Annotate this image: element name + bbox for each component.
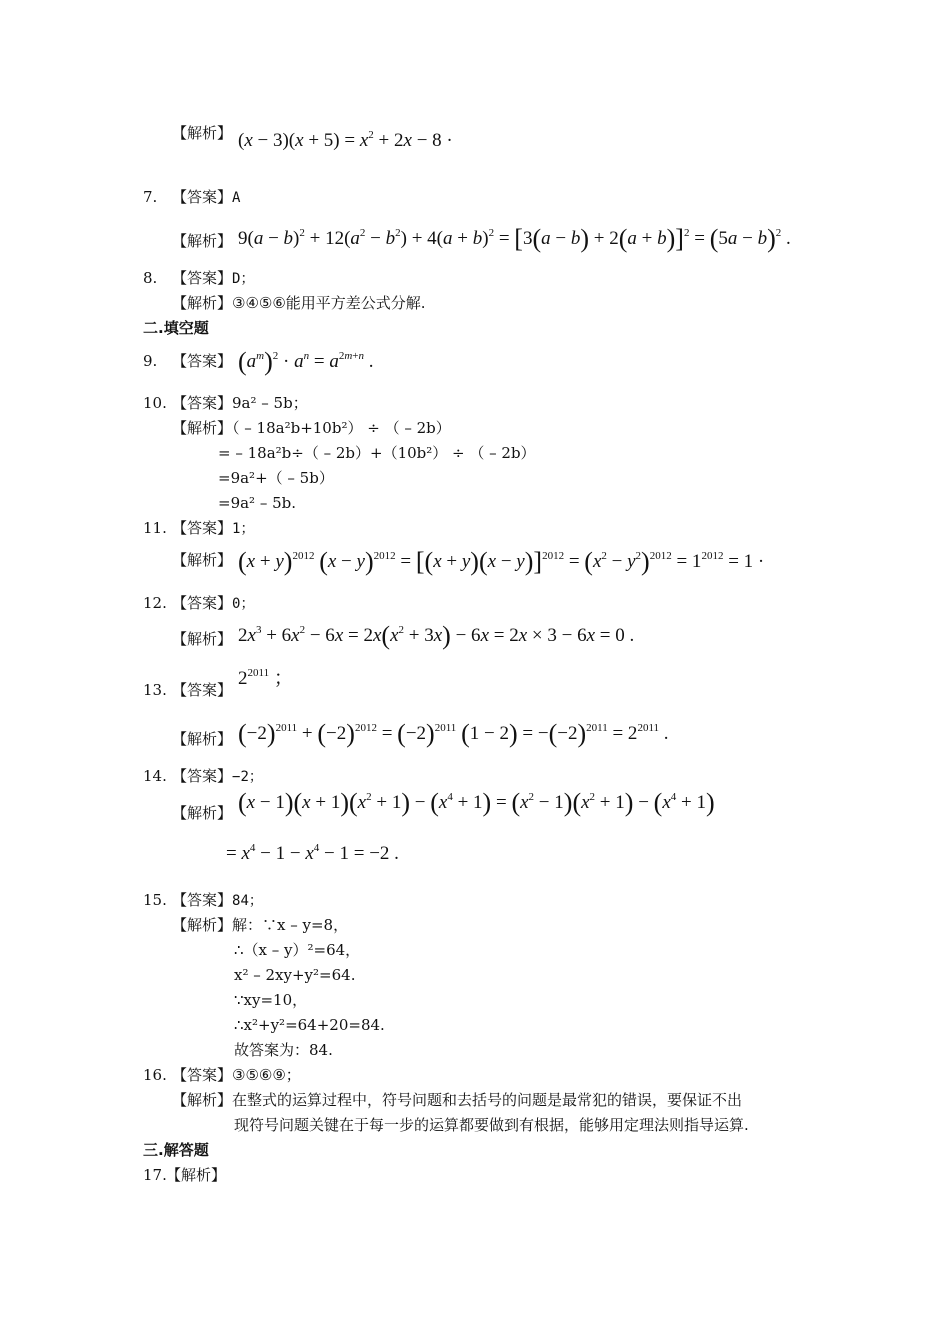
q13-number: 13. xyxy=(143,681,167,699)
q15-explain-1: 【解析】解：∵x – y=8， xyxy=(172,916,349,934)
q14-answer: 【答案】−2； xyxy=(172,767,263,785)
q10-answer: 【答案】9a² – 5b； xyxy=(172,394,308,412)
q13-math: $(-2)^{2011} + (-2)^{2012} = (-2)^{2011}$ $(1 - 2) = -(-2)^{2011} = 2^{2011}$ . xyxy=(238,719,669,748)
q10-explain-4: =9a² – 5b. xyxy=(218,494,297,512)
q13-answer-label: 【答案】 xyxy=(172,681,233,699)
q15-explain-5: ∴x²+y²=64+20=84. xyxy=(234,1016,385,1034)
q9-math: $(a^m)^2 \cdot a^n = a^{2m+n}$ . xyxy=(238,347,374,376)
q8-answer: 【答案】D； xyxy=(172,269,255,287)
q12-math: $2x^3 + 6x^2 - 6x = 2x(x^2 + 3x) - 6x = 2x \times 3 - 6x = 0$ . xyxy=(238,621,635,650)
q15-explain-4: ∵xy=10， xyxy=(234,991,308,1009)
q11-math: $(x + y)^{2012}$ $(x - y)^{2012} = [(x + y)(x - y)]^{2012} = (x^2 - y^2)^{2012} = 1^{2012} = 1$ · xyxy=(238,547,765,576)
q16-explain-1: 【解析】在整式的运算过程中，符号问题和去括号的问题是最常犯的错误，要保证不出 xyxy=(172,1091,743,1109)
section-fill-in: 二.填空题 xyxy=(143,319,209,337)
q8-explain: 【解析】③④⑤⑥能用平方差公式分解. xyxy=(172,294,426,312)
q7-answer: 【答案】A xyxy=(172,188,241,206)
q7-number: 7. xyxy=(143,188,158,206)
q14-math-1: $(x - 1)(x + 1)(x^2 + 1) - (x^4 + 1) = (x^2 - 1)(x^2 + 1) - (x^4 + 1)$ xyxy=(238,788,715,817)
q15-number: 15. xyxy=(143,891,167,909)
q17-explain-label: 【解析】 xyxy=(166,1166,227,1184)
q10-explain-2: = – 18a²b÷（ – 2b）+（10b²） ÷ （ – 2b） xyxy=(218,444,536,462)
q10-explain-3: =9a²+（ – 5b） xyxy=(218,469,334,487)
q17-number: 17. xyxy=(143,1166,167,1184)
q16-number: 16. xyxy=(143,1066,167,1084)
q11-answer: 【答案】1； xyxy=(172,519,255,537)
q15-answer: 【答案】84； xyxy=(172,891,263,909)
q12-answer: 【答案】0； xyxy=(172,594,255,612)
q13-answer-math: $2^{2011}$ ； xyxy=(238,667,293,689)
q14-number: 14. xyxy=(143,767,167,785)
q16-explain-2: 现符号问题关键在于每一步的运算都要做到有根据，能够用定理法则指导运算. xyxy=(234,1116,749,1134)
q6-explain-label: 【解析】 xyxy=(172,124,233,142)
q14-math-2: = $x^4 - 1 - x^4 - 1 = -2$ . xyxy=(226,842,399,864)
q15-explain-2: ∴（x – y）²=64， xyxy=(234,941,361,959)
q11-explain-label: 【解析】 xyxy=(172,551,233,569)
q15-explain-3: x² – 2xy+y²=64. xyxy=(234,966,356,984)
q10-explain-1: 【解析】（ – 18a²b+10b²） ÷ （ – 2b） xyxy=(172,419,451,437)
q12-number: 12. xyxy=(143,594,167,612)
q8-number: 8. xyxy=(143,269,158,287)
q13-explain-label: 【解析】 xyxy=(172,730,233,748)
q16-answer: 【答案】③⑤⑥⑨； xyxy=(172,1066,301,1084)
q12-explain-label: 【解析】 xyxy=(172,630,233,648)
q10-number: 10. xyxy=(143,394,167,412)
q7-explain-label: 【解析】 xyxy=(172,232,233,250)
q15-explain-6: 故答案为：84. xyxy=(234,1041,333,1059)
q14-explain-label: 【解析】 xyxy=(172,804,233,822)
q11-number: 11. xyxy=(143,519,167,537)
q6-math: $(x - 3)(x + 5) = x^2 + 2x - 8$ · xyxy=(238,129,453,151)
q9-answer-label: 【答案】 xyxy=(172,352,233,370)
q7-math: $9(a - b)^2 + 12(a^2 - b^2) + 4(a + b)^2 = [3(a - b) + 2(a + b)]^2 = (5a - b)^2$ . xyxy=(238,224,791,253)
q9-number: 9. xyxy=(143,352,158,370)
section-solve: 三.解答题 xyxy=(143,1141,209,1159)
